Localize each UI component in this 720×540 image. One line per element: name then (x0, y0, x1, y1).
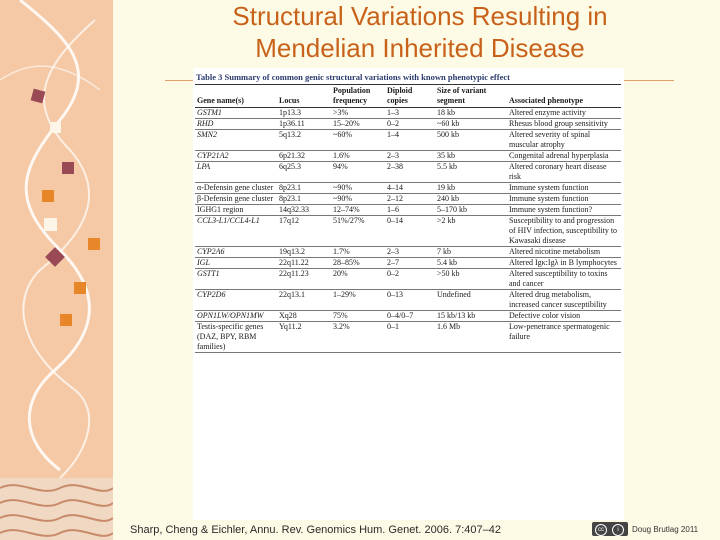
table-row (195, 247, 621, 258)
table-row (195, 162, 621, 183)
locus-cell: 8p23.1 (277, 194, 331, 205)
size-cell: 18 kb (435, 108, 507, 119)
frequency-cell: 28–85% (331, 258, 385, 269)
phenotype-cell: Altered enzyme activity (507, 108, 621, 119)
frequency-cell: 51%/27% (331, 216, 385, 247)
phenotype-cell: Congenital adrenal hyperplasia (507, 151, 621, 162)
frequency-cell: 1.6% (331, 151, 385, 162)
gene-cell: CYP21A2 (195, 151, 277, 162)
table-row (195, 130, 621, 151)
column-header: Associated phenotype (507, 85, 621, 108)
phenotype-cell: Altered coronary heart disease risk (507, 162, 621, 183)
author-credit: Doug Brutlag 2011 (632, 525, 699, 534)
table-row (195, 194, 621, 205)
copies-cell: 0–1 (385, 322, 435, 353)
table-row (195, 311, 621, 322)
phenotype-cell: Defective color vision (507, 311, 621, 322)
locus-cell: Xq28 (277, 311, 331, 322)
table-row (195, 258, 621, 269)
size-cell: 500 kb (435, 130, 507, 151)
gene-cell: CCL3-L1/CCL4-L1 (195, 216, 277, 247)
size-cell: 5.4 kb (435, 258, 507, 269)
table-row (195, 290, 621, 311)
frequency-cell: ~60% (331, 130, 385, 151)
locus-cell: 22q11.23 (277, 269, 331, 290)
copies-cell: 0–2 (385, 119, 435, 130)
frequency-cell: 20% (331, 269, 385, 290)
phenotype-cell: Altered Igκ:Igλ in B lymphocytes (507, 258, 621, 269)
phenotype-cell: Immune system function (507, 194, 621, 205)
copies-cell: 4–14 (385, 183, 435, 194)
locus-cell: 22q11.22 (277, 258, 331, 269)
locus-cell: 6p21.32 (277, 151, 331, 162)
table-header-row (195, 85, 621, 108)
copies-cell: 2–7 (385, 258, 435, 269)
decorative-pattern (0, 478, 113, 540)
copies-cell: 2–38 (385, 162, 435, 183)
dna-helix-illustration (0, 0, 113, 540)
gene-cell: LPA (195, 162, 277, 183)
phenotype-cell: Altered severity of spinal muscular atrophy (507, 130, 621, 151)
gene-cell: β-Defensin gene cluster (195, 194, 277, 205)
phenotype-cell: Altered susceptibility to toxins and cancer (507, 269, 621, 290)
size-cell: 5–170 kb (435, 205, 507, 216)
locus-cell: 5q13.2 (277, 130, 331, 151)
column-header: Diploid copies (385, 85, 435, 108)
frequency-cell: 1–29% (331, 290, 385, 311)
gene-cell: α-Defensin gene cluster (195, 183, 277, 194)
column-header: Gene name(s) (195, 85, 277, 108)
size-cell: 1.6 Mb (435, 322, 507, 353)
gene-cell: OPN1LW/OPN1MW (195, 311, 277, 322)
phenotype-cell: Immune system function? (507, 205, 621, 216)
table-row (195, 216, 621, 247)
column-header: Population frequency (331, 85, 385, 108)
title-line-2: Mendelian Inherited Disease (255, 33, 585, 63)
creative-commons-badge (592, 522, 628, 536)
phenotype-cell: Susceptibility to and progression of HIV infection, susceptibility to Kawasaki disease (507, 216, 621, 247)
decorative-sidebar (0, 0, 113, 540)
table-row (195, 119, 621, 130)
frequency-cell: 94% (331, 162, 385, 183)
locus-cell: 22q13.1 (277, 290, 331, 311)
phenotype-cell: Altered nicotine metabolism (507, 247, 621, 258)
frequency-cell: 1.7% (331, 247, 385, 258)
gene-cell: Testis-specific genes (DAZ, BPY, RBM families) (195, 322, 277, 353)
gene-cell: IGL (195, 258, 277, 269)
gene-cell: GSTM1 (195, 108, 277, 119)
column-header: Locus (277, 85, 331, 108)
slide-title (150, 0, 690, 64)
table-caption: Table 3 Summary of common genic structural variations with known phenotypic effect (196, 72, 510, 82)
size-cell: 240 kb (435, 194, 507, 205)
locus-cell: 14q32.33 (277, 205, 331, 216)
locus-cell: Yq11.2 (277, 322, 331, 353)
copies-cell: 1–3 (385, 108, 435, 119)
phenotype-cell: Immune system function (507, 183, 621, 194)
citation: Sharp, Cheng & Eichler, Annu. Rev. Genomics Hum. Genet. 2006. 7:407–42 (130, 524, 501, 536)
frequency-cell: 3.2% (331, 322, 385, 353)
gene-cell: CYP2D6 (195, 290, 277, 311)
phenotype-cell: Altered drug metabolism, increased cancer susceptibility (507, 290, 621, 311)
table-row (195, 108, 621, 119)
size-cell: 7 kb (435, 247, 507, 258)
frequency-cell: 12–74% (331, 205, 385, 216)
table-row (195, 205, 621, 216)
title-line-1: Structural Variations Resulting in (232, 1, 608, 31)
copies-cell: 2–3 (385, 247, 435, 258)
locus-cell: 6q25.3 (277, 162, 331, 183)
table-figure (193, 68, 624, 520)
locus-cell: 17q12 (277, 216, 331, 247)
frequency-cell: 75% (331, 311, 385, 322)
copies-cell: 1–6 (385, 205, 435, 216)
table-row (195, 322, 621, 353)
structural-variation-table (195, 84, 621, 353)
gene-cell: SMN2 (195, 130, 277, 151)
phenotype-cell: Rhesus blood group sensitivity (507, 119, 621, 130)
copies-cell: 0–4/0–7 (385, 311, 435, 322)
copies-cell: 1–4 (385, 130, 435, 151)
column-header: Size of variant segment (435, 85, 507, 108)
copies-cell: 0–13 (385, 290, 435, 311)
frequency-cell: 15–20% (331, 119, 385, 130)
size-cell: 19 kb (435, 183, 507, 194)
attribution-icon: i (612, 524, 624, 536)
frequency-cell: >3% (331, 108, 385, 119)
frequency-cell: ~90% (331, 194, 385, 205)
frequency-cell: ~90% (331, 183, 385, 194)
locus-cell: 8p23.1 (277, 183, 331, 194)
size-cell: ~60 kb (435, 119, 507, 130)
copies-cell: 2–12 (385, 194, 435, 205)
table-row (195, 151, 621, 162)
gene-cell: IGHG1 region (195, 205, 277, 216)
table-row (195, 183, 621, 194)
locus-cell: 1p36.11 (277, 119, 331, 130)
locus-cell: 19q13.2 (277, 247, 331, 258)
size-cell: >50 kb (435, 269, 507, 290)
size-cell: >2 kb (435, 216, 507, 247)
size-cell: Undefined (435, 290, 507, 311)
table-row (195, 269, 621, 290)
gene-cell: CYP2A6 (195, 247, 277, 258)
cc-icon: cc (595, 524, 607, 536)
gene-cell: RHD (195, 119, 277, 130)
size-cell: 5.5 kb (435, 162, 507, 183)
copies-cell: 0–14 (385, 216, 435, 247)
phenotype-cell: Low-penetrance spermatogenic failure (507, 322, 621, 353)
size-cell: 15 kb/13 kb (435, 311, 507, 322)
gene-cell: GSTT1 (195, 269, 277, 290)
size-cell: 35 kb (435, 151, 507, 162)
copies-cell: 2–3 (385, 151, 435, 162)
copies-cell: 0–2 (385, 269, 435, 290)
locus-cell: 1p13.3 (277, 108, 331, 119)
